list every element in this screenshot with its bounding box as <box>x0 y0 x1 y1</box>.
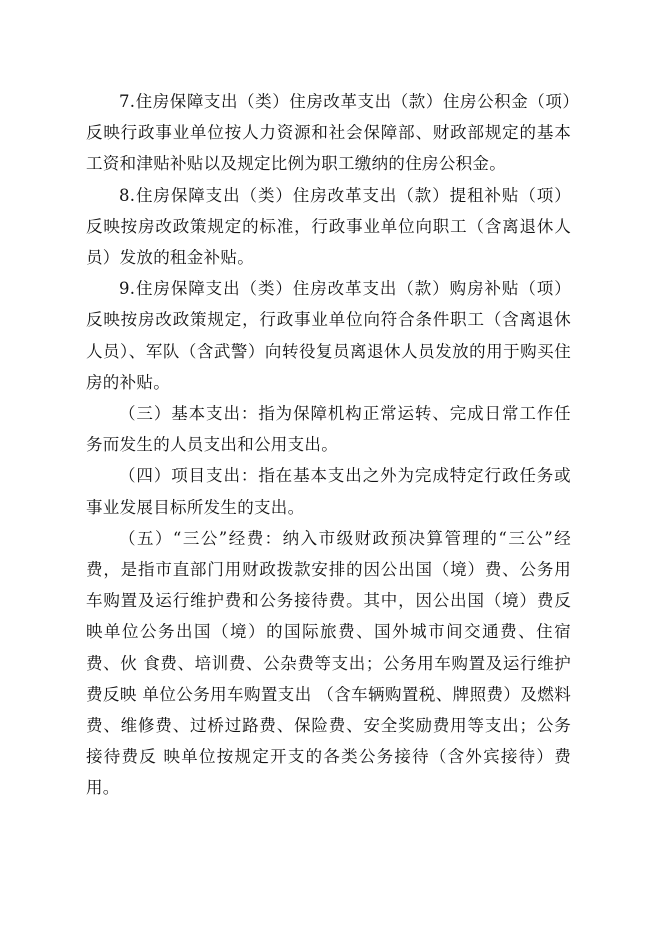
paragraph-basic-expenditure: （三）基本支出：指为保障机构正常运转、完成日常工作任务而发生的人员支出和公用支出。 <box>86 404 571 455</box>
paragraph-rent-subsidy: 8.住房保障支出（类）住房改革支出（款）提租补贴（项）反映按房改政策规定的标准，行政事业单位向职工（含离退休人员）发放的租金补贴。 <box>86 185 571 268</box>
paragraph-housing-purchase-subsidy: 9.住房保障支出（类）住房改革支出（款）购房补贴（项）反映按房改政策规定，行政事业单位向符合条件职工（含离退休人员）、军队（含武警）向转役复员离退休人员发放的用于购买住房的补贴。 <box>86 279 571 392</box>
paragraph-housing-provident-fund: 7.住房保障支出（类）住房改革支出（款）住房公积金（项）反映行政事业单位按人力资源和社会保障部、财政部规定的基本工资和津贴补贴以及规定比例为职工缴纳的住房公积金。 <box>86 92 571 174</box>
paragraph-three-public-expenses: （五）“三公”经费：纳入市级财政预决算管理的“三公”经费，是指市直部门用财政拨款安排的因公出国（境）费、公务用 车购置及运行维护费和公务接待费。其中，因公出国（境）费反映单位公务出国（境）的国际旅费、国外城市间交通费、住宿费、伙 食费、培训费、公杂费等支出；公务用车购置及运行维护费反映 单位公务用车购置支出 （含车辆购置税、牌照费）及燃料费、维修费、过桥过路费、保险费、安全奖励费用等支出；公务接待费反 映单位按规定开支的各类公务接待（含外宾接待）费用。 <box>86 528 588 798</box>
paragraph-project-expenditure: （四）项目支出：指在基本支出之外为完成特定行政任务或事业发展目标所发生的支出。 <box>86 466 571 517</box>
document-page <box>86 86 588 804</box>
